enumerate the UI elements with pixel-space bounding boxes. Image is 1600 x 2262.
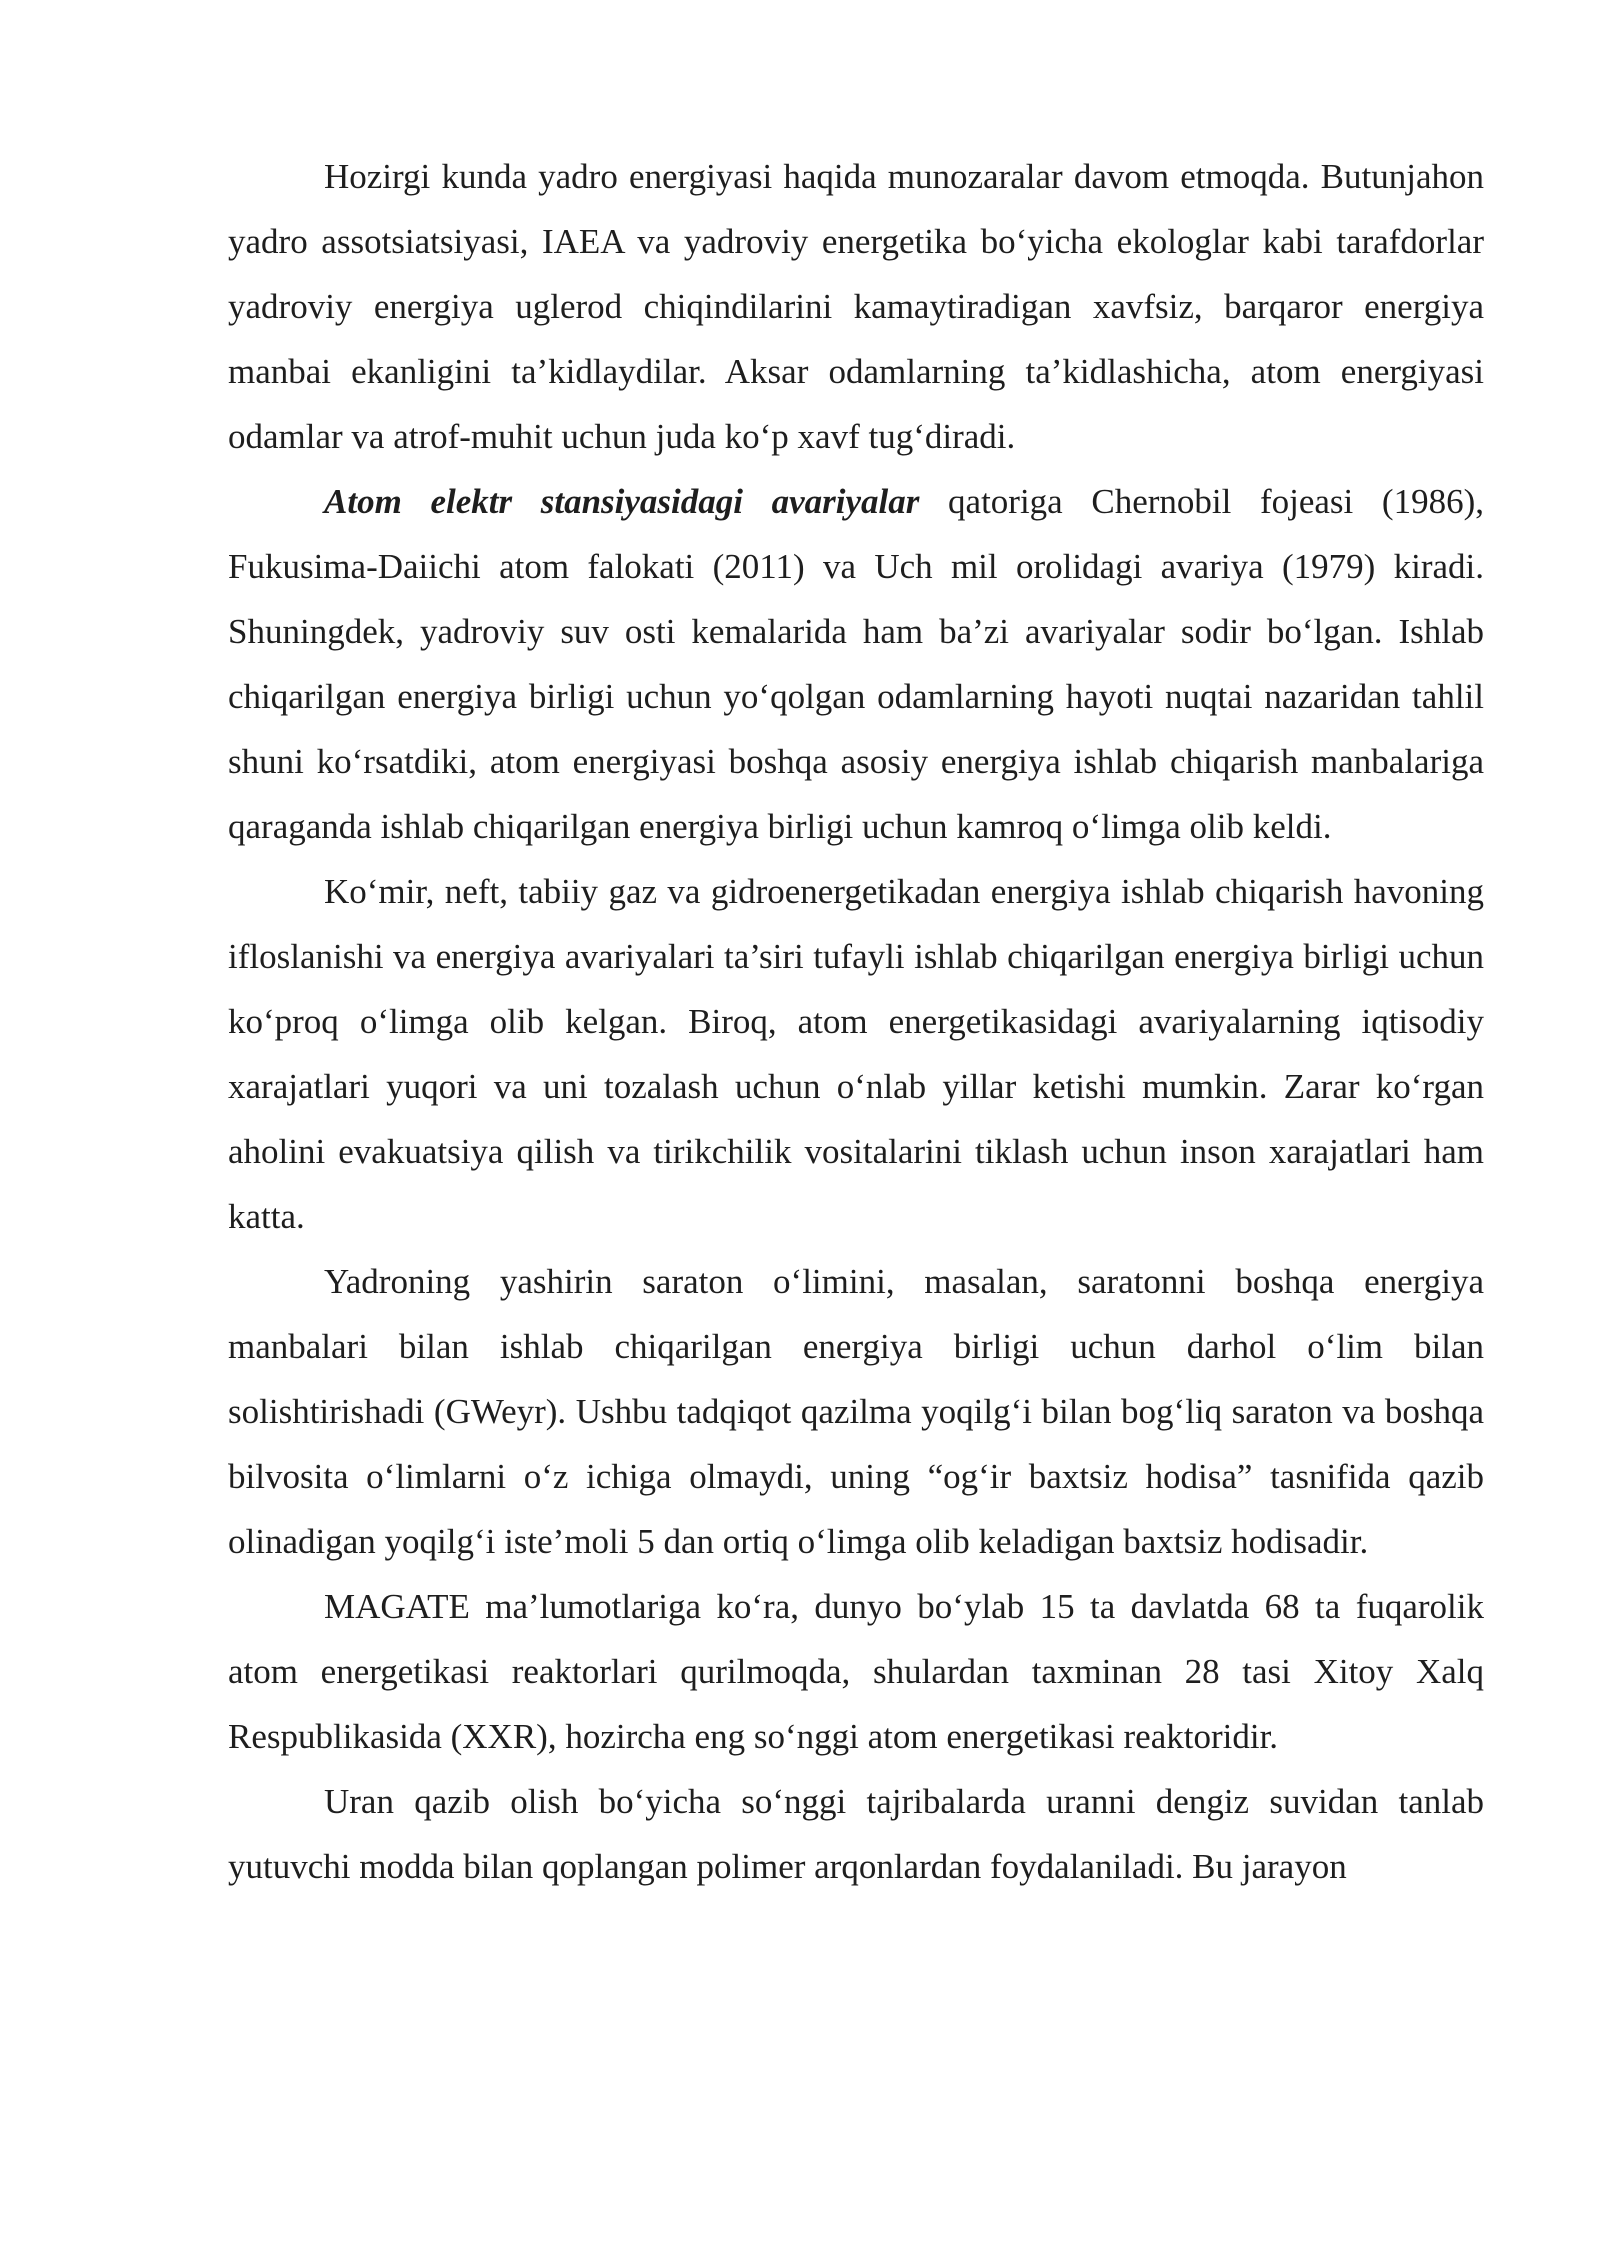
paragraph-1 bbox=[228, 144, 1484, 469]
paragraph-2 bbox=[228, 469, 1484, 859]
paragraph-4-text: Yadroning yashirin saraton o‘limini, masalan, saratonni boshqa energiya manbalari bilan ishlab chiqarilgan energiya birligi uchun darhol o‘lim bilan solishtirishadi (GWeyr). Ushbu tadqiqot qazilma yoqilg‘i bilan bog‘liq saraton va boshqa bilvosita o‘limlarni o‘z ichiga olmaydi, uning “og‘ir baxtsiz hodisa” tasnifida qazib olinadigan yoqilg‘i iste’moli 5 dan ortiq o‘limga olib keladigan baxtsiz hodisadir. bbox=[228, 1262, 1484, 1561]
paragraph-5 bbox=[228, 1574, 1484, 1769]
paragraph-6 bbox=[228, 1769, 1484, 1899]
paragraph-1-text: Hozirgi kunda yadro energiyasi haqida munozaralar davom etmoqda. Butunjahon yadro assotsiatsiyasi, IAEA va yadroviy energetika bo‘yicha ekologlar kabi tarafdorlar yadroviy energiya uglerod chiqindilarini kamaytiradigan xavfsiz, barqaror energiya manbai ekanligini ta’kidlaydilar. Aksar odamlarning ta’kidlashicha, atom energiyasi odamlar va atrof-muhit uchun juda ko‘p xavf tug‘diradi. bbox=[228, 157, 1484, 456]
paragraph-6-text: Uran qazib olish bo‘yicha so‘nggi tajribalarda uranni dengiz suvidan tanlab yutuvchi modda bilan qoplangan polimer arqonlardan foydalaniladi. Bu jarayon bbox=[228, 1782, 1484, 1886]
paragraph-4 bbox=[228, 1249, 1484, 1574]
paragraph-5-text: MAGATE ma’lumotlariga ko‘ra, dunyo bo‘ylab 15 ta davlatda 68 ta fuqarolik atom energetikasi reaktorlari qurilmoqda, shulardan taxminan 28 tasi Xitoy Xalq Respublikasida (XXR), hozircha eng so‘nggi atom energetikasi reaktoridir. bbox=[228, 1587, 1484, 1756]
paragraph-3 bbox=[228, 859, 1484, 1249]
paragraph-3-text: Ko‘mir, neft, tabiiy gaz va gidroenergetikadan energiya ishlab chiqarish havoning ifloslanishi va energiya avariyalari ta’siri tufayli ishlab chiqarilgan energiya birligi uchun ko‘proq o‘limga olib kelgan. Biroq, atom energetikasidagi avariyalarning iqtisodiy xarajatlari yuqori va uni tozalash uchun o‘nlab yillar ketishi mumkin. Zarar ko‘rgan aholini evakuatsiya qilish va tirikchilik vositalarini tiklash uchun inson xarajatlari ham katta. bbox=[228, 872, 1484, 1236]
paragraph-2-text: qatoriga Chernobil fojeasi (1986), Fukusima-Daiichi atom falokati (2011) va Uch mil orolidagi avariya (1979) kiradi. Shuningdek, yadroviy suv osti kemalarida ham ba’zi avariyalar sodir bo‘lgan. Ishlab chiqarilgan energiya birligi uchun yo‘qolgan odamlarning hayoti nuqtai nazaridan tahlil shuni ko‘rsatdiki, atom energiyasi boshqa asosiy energiya ishlab chiqarish manbalariga qaraganda ishlab chiqarilgan energiya birligi uchun kamroq o‘limga olib keldi. bbox=[228, 482, 1484, 846]
document-page bbox=[228, 144, 1484, 1899]
paragraph-2-lead-term: Atom elektr stansiyasidagi avariyalar bbox=[324, 482, 920, 521]
